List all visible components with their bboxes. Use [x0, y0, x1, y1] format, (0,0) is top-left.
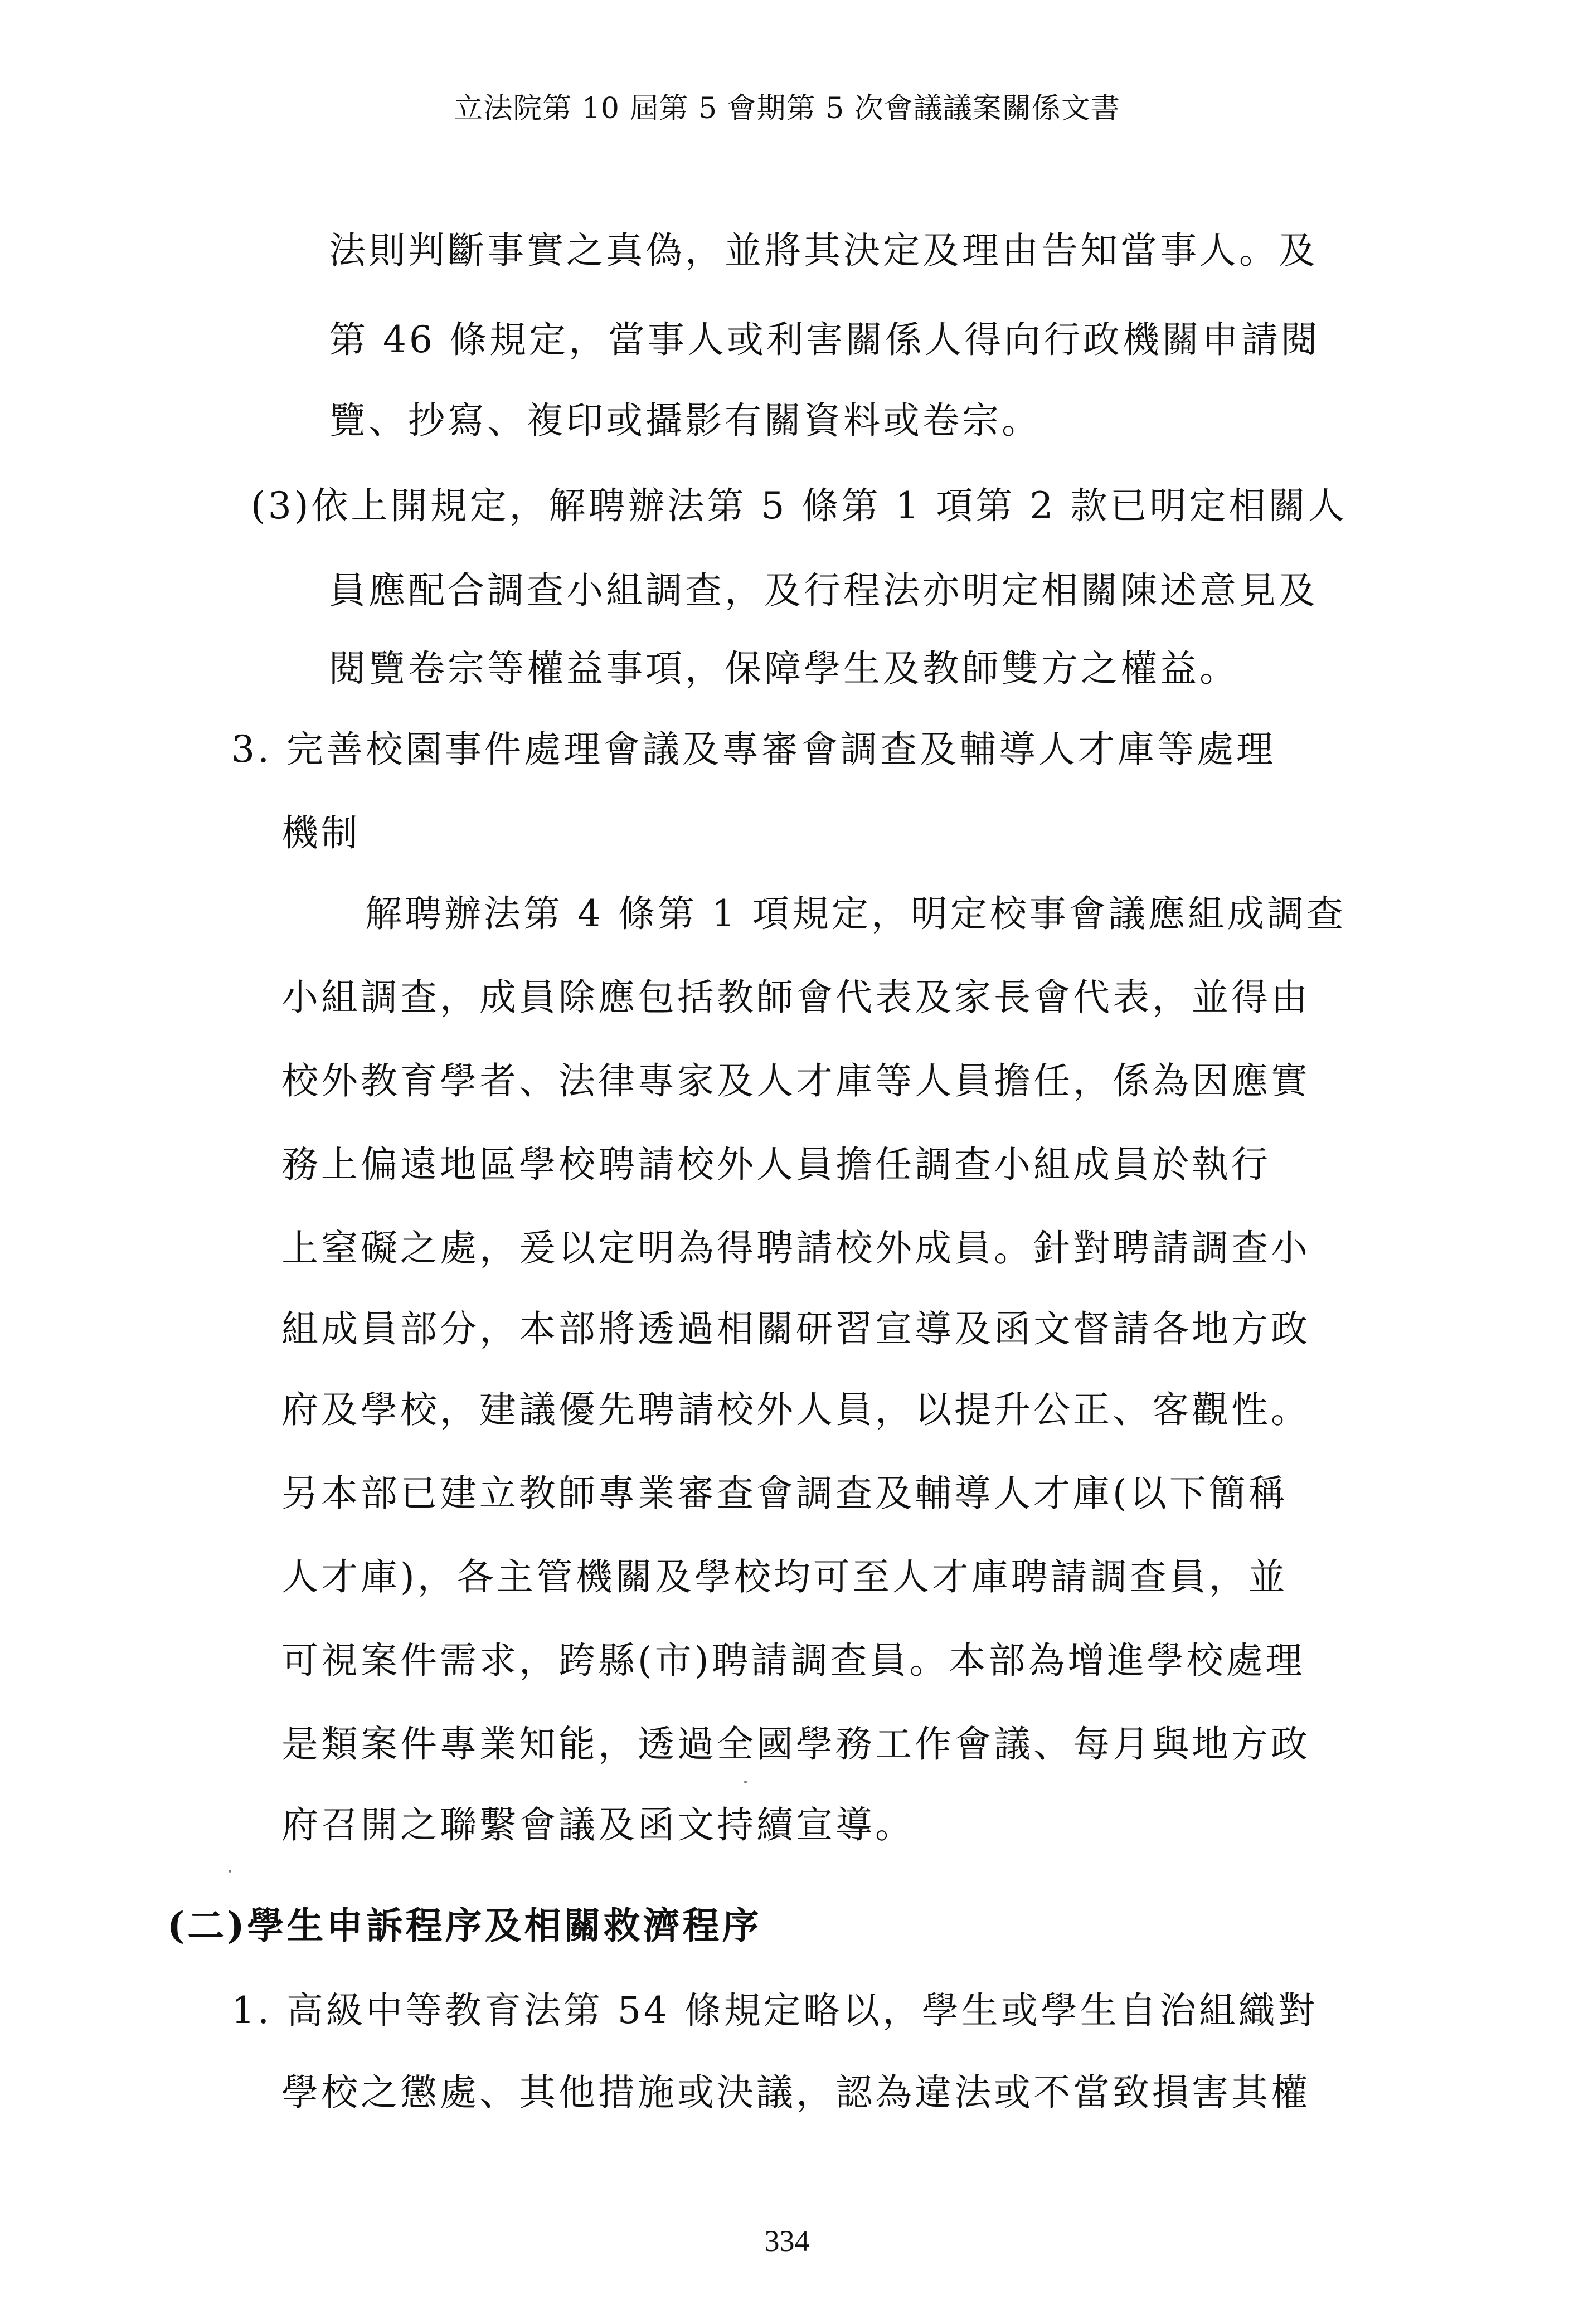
body-line: 解聘辦法第 4 條第 1 項規定，明定校事會議應組成調查	[365, 892, 1346, 935]
body-line: 3. 完善校園事件處理會議及專審會調查及輔導人才庫等處理	[231, 728, 1276, 771]
body-line: 1. 高級中等教育法第 54 條規定略以，學生或學生自治組織對	[231, 1989, 1318, 2032]
page-number: 334	[764, 2224, 810, 2258]
document-header: 立法院第 10 屆第 5 會期第 5 次會議議案關係文書	[454, 92, 1120, 125]
scan-speck	[229, 1870, 231, 1873]
body-line: 是類案件專業知能，透過全國學務工作會議、每月與地方政	[281, 1723, 1310, 1766]
body-line: 覽、抄寫、複印或攝影有關資料或卷宗。	[329, 399, 1041, 442]
body-line: 務上偏遠地區學校聘請校外人員擔任調查小組成員於執行	[281, 1143, 1271, 1186]
body-line: 可視案件需求，跨縣(市)聘請調查員。本部為增進學校處理	[281, 1639, 1305, 1682]
scan-speck	[744, 1781, 747, 1783]
body-line: 法則判斷事實之真偽，並將其決定及理由告知當事人。及	[329, 229, 1318, 272]
body-line: 校外教育學者、法律專家及人才庫等人員擔任，係為因應實	[281, 1059, 1310, 1102]
section-heading: (二)學生申訴程序及相關救濟程序	[167, 1904, 762, 1947]
body-line: 人才庫)，各主管機關及學校均可至人才庫聘請調查員，並	[281, 1555, 1288, 1598]
body-line: 府召開之聯繫會議及函文持續宣導。	[281, 1803, 915, 1846]
body-line: 閱覽卷宗等權益事項，保障學生及教師雙方之權益。	[329, 647, 1239, 690]
body-line: 組成員部分，本部將透過相關研習宣導及函文督請各地方政	[281, 1307, 1310, 1350]
body-line: 府及學校，建議優先聘請校外人員，以提升公正、客觀性。	[281, 1388, 1310, 1431]
body-line: 小組調查，成員除應包括教師會代表及家長會代表，並得由	[281, 976, 1310, 1019]
body-line: (3)依上開規定，解聘辦法第 5 條第 1 項第 2 款已明定相關人	[251, 484, 1348, 527]
body-line: 上窒礙之處，爰以定明為得聘請校外成員。針對聘請調查小	[281, 1227, 1310, 1270]
body-line: 第 46 條規定，當事人或利害關係人得向行政機關申請閱	[329, 318, 1320, 361]
body-line: 員應配合調查小組調查，及行程法亦明定相關陳述意見及	[329, 569, 1318, 612]
body-line: 學校之懲處、其他措施或決議，認為違法或不當致損害其權	[281, 2071, 1310, 2114]
body-line: 另本部已建立教師專業審查會調查及輔導人才庫(以下簡稱	[281, 1472, 1288, 1515]
body-line: 機制	[281, 811, 361, 854]
